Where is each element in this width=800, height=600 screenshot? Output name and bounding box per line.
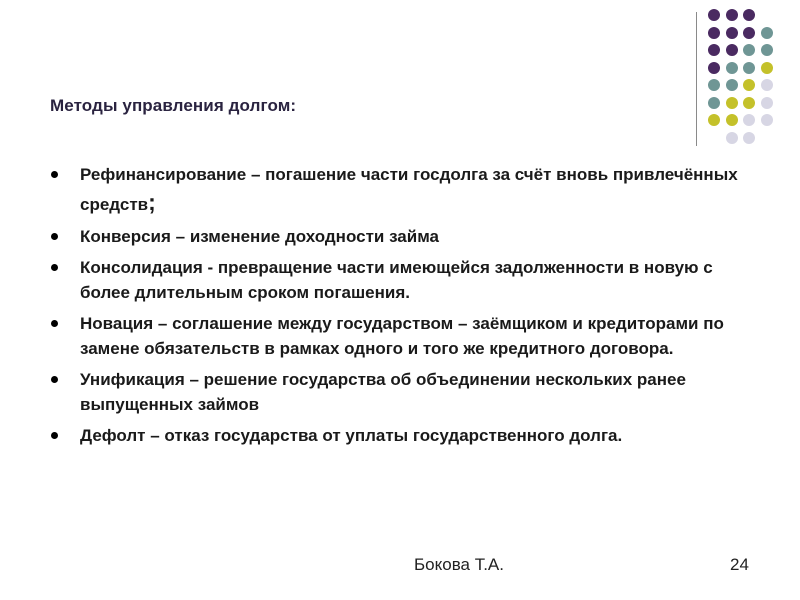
bullet-text: Дефолт – отказ государства от уплаты государственного долга. xyxy=(80,426,623,445)
bullet-item-unification xyxy=(48,367,738,417)
decorative-dot xyxy=(708,27,720,39)
decorative-dot xyxy=(726,97,738,109)
bullet-semicolon: ; xyxy=(148,189,156,215)
decorative-dot xyxy=(726,114,738,126)
bullet-text: Унификация – решение государства об объединении нескольких ранее выпущенных займов xyxy=(80,370,686,414)
footer-author: Бокова Т.А. xyxy=(414,555,504,574)
bullet-item-conversion xyxy=(48,224,738,249)
decorative-dot xyxy=(708,114,720,126)
decorative-dot xyxy=(708,97,720,109)
page-number: 24 xyxy=(730,555,749,574)
decorative-dot xyxy=(726,132,738,144)
decorative-dot xyxy=(726,9,738,21)
decorative-dot xyxy=(761,27,773,39)
decorative-dot xyxy=(743,79,755,91)
decorative-dot xyxy=(708,44,720,56)
decorative-dot xyxy=(743,27,755,39)
bullet-text: Конверсия – изменение доходности займа xyxy=(80,227,440,246)
decorative-dot xyxy=(726,27,738,39)
slide-title: Методы управления долгом: xyxy=(50,96,297,115)
bullet-item-default xyxy=(48,423,738,448)
decorative-dot xyxy=(743,114,755,126)
decorative-dot xyxy=(761,44,773,56)
bullet-item-novation xyxy=(48,311,738,361)
bullet-text: Новация – соглашение между государством – заёмщиком и кредиторами по замене обязательств в рамках одного и того же кредитного договора. xyxy=(80,314,724,358)
decorative-dot xyxy=(743,132,755,144)
bullet-item-consolidation xyxy=(48,255,738,305)
decorative-dot xyxy=(743,9,755,21)
bullet-text: Консолидация - превращение части имеющейся задолженности в новую с более длительным сроком погашения. xyxy=(80,258,713,302)
bullet-text: Рефинансирование – погашение части госдолга за счёт вновь привлечённых средств xyxy=(80,165,738,214)
decorative-dot xyxy=(761,97,773,109)
vertical-divider xyxy=(696,12,697,146)
decorative-dot xyxy=(761,62,773,74)
decorative-dot xyxy=(708,62,720,74)
bullet-item-refinancing xyxy=(48,160,738,220)
decorative-dot xyxy=(743,97,755,109)
decorative-dot xyxy=(726,44,738,56)
decorative-dot xyxy=(726,79,738,91)
decorative-dot xyxy=(708,79,720,91)
bullet-list xyxy=(48,160,738,454)
decorative-dot-grid xyxy=(708,9,780,129)
decorative-dot xyxy=(743,62,755,74)
decorative-dot xyxy=(726,62,738,74)
decorative-dot xyxy=(761,114,773,126)
decorative-dot xyxy=(708,9,720,21)
decorative-dot xyxy=(761,79,773,91)
decorative-dot xyxy=(743,44,755,56)
